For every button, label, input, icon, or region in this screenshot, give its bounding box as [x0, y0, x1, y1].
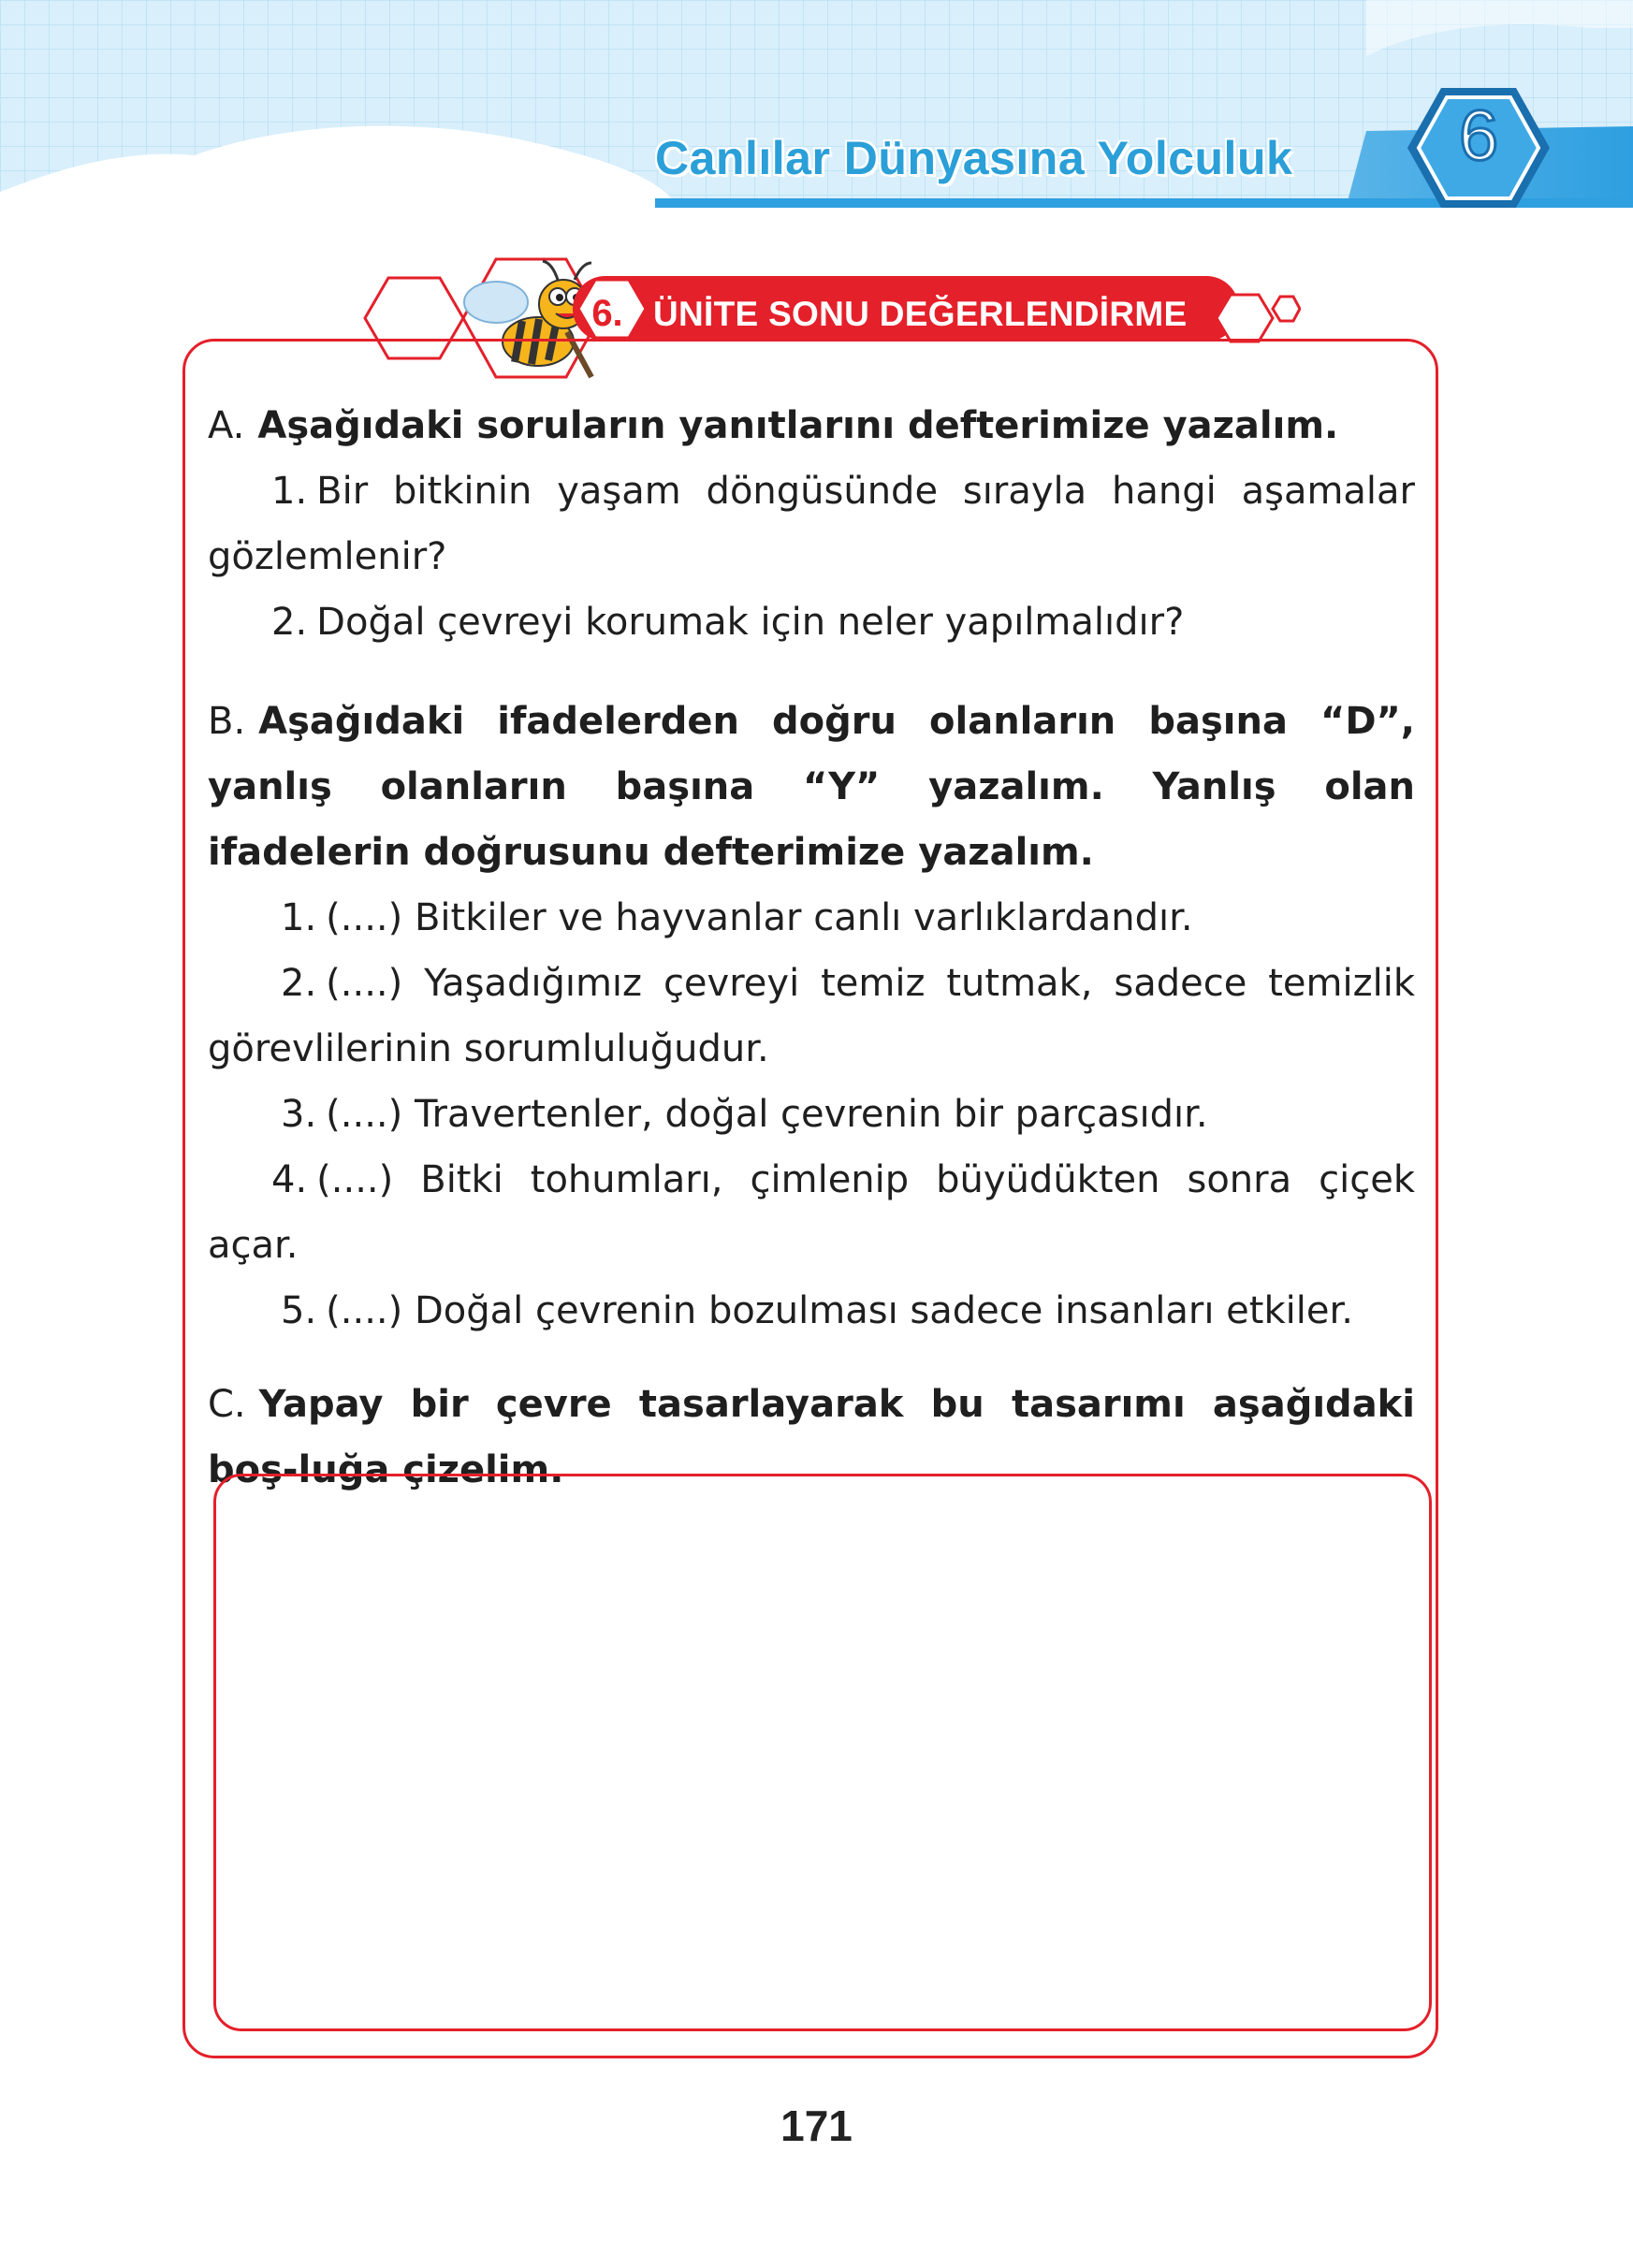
drawing-area[interactable] — [213, 1474, 1432, 2031]
section-b-item — [208, 1082, 1415, 1147]
item-text: Bir bitkinin yaşam döngüsünde sırayla hangi aşamalar gözlemlenir? — [208, 470, 1415, 578]
item-text: (....) Bitki tohumları, çimlenip büyüdükten sonra çiçek açar. — [208, 1158, 1415, 1267]
section-b-instruction: Aşağıdaki ifadelerden doğru olanların başına “D”, yanlış olanların başına “Y” yazalım. Yanlış olan ifadelerin doğrusunu defterimize yazalım. — [208, 700, 1415, 874]
item-number: 5. — [281, 1289, 317, 1332]
banner-number: 6. — [591, 293, 623, 334]
header-background — [0, 0, 1633, 225]
banner-title: ÜNİTE SONU DEĞERLENDİRME — [653, 295, 1188, 333]
item-text: (....) Doğal çevrenin bozulması sadece insanları etkiler. — [326, 1289, 1353, 1332]
item-text: (....) Yaşadığımız çevreyi temiz tutmak, sadece temizlik görevlilerinin sorumluluğudur. — [208, 962, 1415, 1070]
section-a-item — [208, 458, 1415, 589]
item-text: (....) Bitkiler ve hayvanlar canlı varlıklardandır. — [326, 896, 1193, 939]
section-b-item — [208, 885, 1415, 951]
section-c-label: C. — [208, 1383, 246, 1426]
item-number: 1. — [271, 470, 308, 513]
item-number: 2. — [281, 962, 317, 1005]
section-b-item — [208, 1278, 1415, 1344]
item-text: (....) Travertenler, doğal çevrenin bir parçasıdır. — [326, 1093, 1208, 1136]
item-text: Doğal çevreyi korumak için neler yapılmalıdır? — [316, 601, 1185, 644]
section-a-label: A. — [208, 404, 245, 447]
section-a-instruction: Aşağıdaki soruların yanıtlarını defterimize yazalım. — [257, 404, 1339, 447]
section-a-item — [208, 589, 1415, 655]
unit-number: 6 — [1458, 96, 1499, 176]
section-c-instruction: Yapay bir çevre tasarlayarak bu tasarımı aşağıdaki boş-luğa çizelim. — [208, 1383, 1415, 1491]
section-b-label: B. — [208, 700, 246, 743]
section-b-item — [208, 1147, 1415, 1278]
page-number: 171 — [780, 2101, 853, 2150]
worksheet-content — [208, 393, 1415, 1503]
item-number: 4. — [271, 1158, 308, 1201]
section-a-heading — [208, 393, 1415, 458]
unit-title: Canlılar Dünyasına Yolculuk — [655, 132, 1293, 184]
item-number: 2. — [271, 601, 308, 644]
item-number: 1. — [281, 896, 317, 939]
section-b-item — [208, 951, 1415, 1082]
item-number: 3. — [281, 1093, 317, 1136]
section-b-heading — [208, 689, 1415, 885]
